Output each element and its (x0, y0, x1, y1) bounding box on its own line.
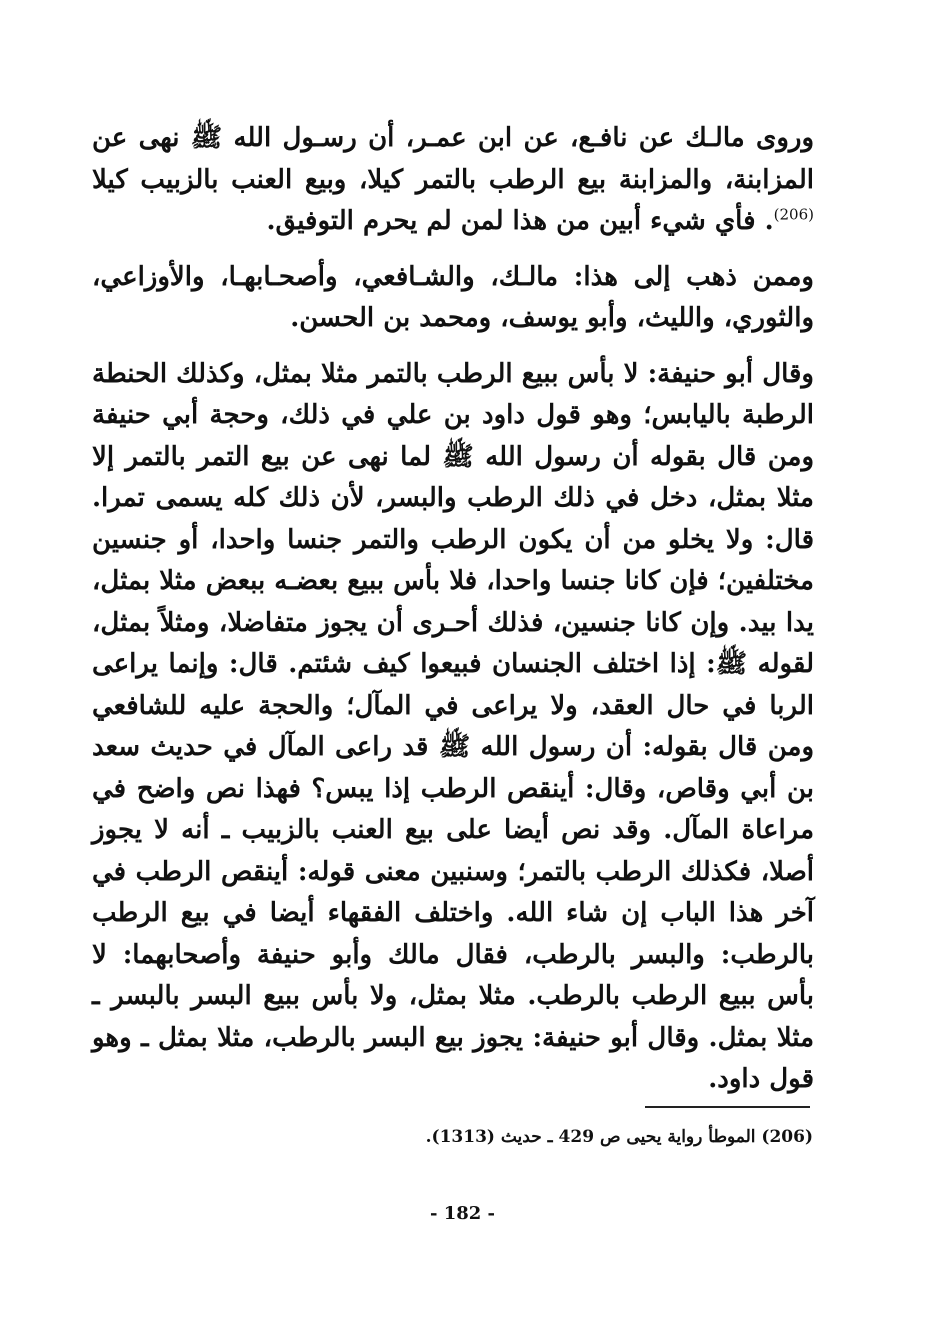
paragraph-1-text: وروى مالـك عن نافـع، عن ابن عمـر، أن رسـول الله ﷺ نهى عن المزابنة، والمزابنة بيع الرطب بالتمر كيلا، وبيع العنب بالزبيب كيلا (92, 123, 814, 195)
footnote: (206) الموطأ رواية يحيى ص 429 ـ حديث (1313). (425, 1127, 813, 1147)
paragraph-2: وممن ذهب إلى هذا: مالـك، والشـافعي، وأصحـابهـا، والأوزاعي، والثوري، والليث، وأبو يوسف، ومحمد بن الحسن. (92, 261, 814, 333)
main-text (92, 118, 814, 1101)
paragraph-1-tail: . فأي شيء أبين من هذا لمن لم يحرم التوفيق. (266, 206, 774, 236)
footnote-divider (645, 1106, 810, 1108)
page-number: - 182 - (429, 1203, 496, 1224)
paragraph-1 (92, 118, 814, 243)
footnote-reference[interactable]: (206) (773, 205, 814, 224)
paragraph-3: وقال أبو حنيفة: لا بأس ببيع الرطب بالتمر مثلا بمثل، وكذلك الحنطة الرطبة باليابس؛ وهو قول داود بن علي في ذلك، وحجة أبي حنيفة ومن قال بقوله أن رسول الله ﷺ لما نهى عن بيع التمر بالتمر إلا مثلا بمثل، دخل في ذلك الرطب والبسر، لأن ذلك كله يسمى تمرا. قال: ولا يخلو من أن يكون الرطب والتمر جنسا واحدا، أو جنسين مختلفين؛ فإن كانا جنسا واحدا، فلا بأس ببيع بعضـه ببعض مثلا بمثل، يدا بيد. وإن كانا جنسين، فذلك أحـرى أن يجوز متفاضلا، ومثلاً بمثل، لقوله ﷺ: إذا اختلف الجنسان فبيعوا كيف شئتم. قال: وإنما يراعى الربا في حال العقد، ولا يراعى في المآل؛ والحجة عليه للشافعي ومن قال بقوله: أن رسول الله ﷺ قد راعى المآل في حديث سعد بن أبي وقاص، وقال: أينقص الرطب إذا يبس؟ فهذا نص واضح في مراعاة المآل. وقد نص أيضا على بيع العنب بالزبيب ـ أنه لا يجوز أصلا، فكذلك الرطب بالتمر؛ وسنبين معنى قوله: أينقص الرطب في آخر هذا الباب إن شاء الله. واختلف الفقهاء أيضا في بيع الرطب بالرطب: والبسر بالرطب، فقال مالك وأبو حنيفة وأصحابهما: لا بأس ببيع الرطب بالرطب. مثلا بمثل، ولا بأس ببيع البسر بالبسر ـ مثلا بمثل. وقال أبو حنيفة: يجوز بيع البسر بالرطب، مثلا بمثل ـ وهو قول داود. (92, 358, 815, 1094)
